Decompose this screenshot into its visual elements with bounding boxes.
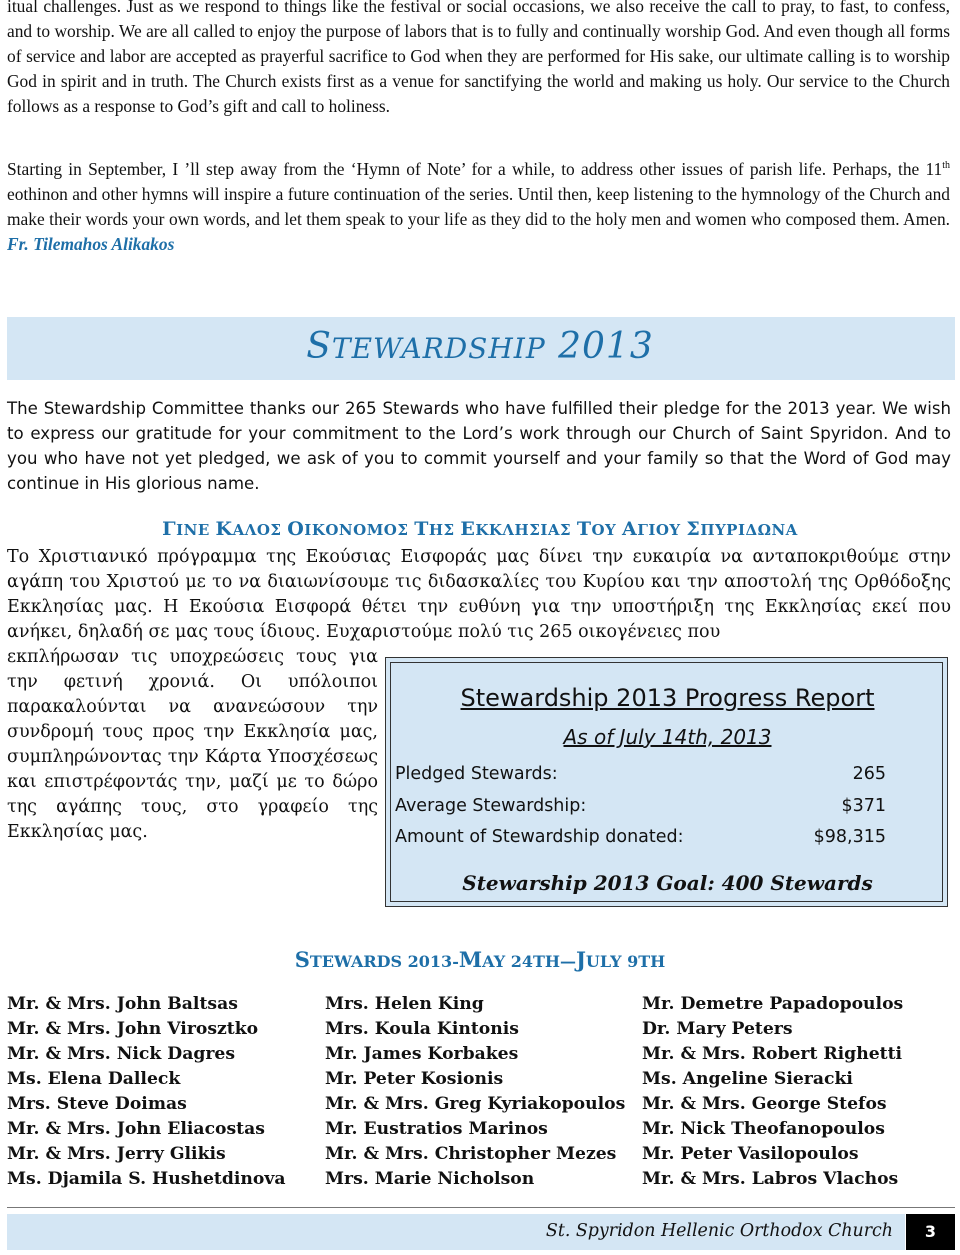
intro-text-2a: Starting in September, I ’ll step away from the ‘Hymn of Note’ for a while, to address other issues of parish life. Perhaps, the 11	[7, 159, 943, 179]
greek-heading-cap: Ο	[287, 518, 305, 540]
steward-name: Mr. & Mrs. Christopher Mezes	[325, 1144, 617, 1164]
stewardship-paragraph: The Stewardship Committee thanks our 265 Stewards who have fulfilled their pledge for the 2013 year. We wish to express our gratitude for your commitment to the Lord’s work through our Church of Saint Spyridon. And to you who have not yet pledged, we ask of you to commit yourself and your family so that the Word of God may continue in His glorious name.	[7, 399, 951, 493]
stewards-column-1	[7, 992, 285, 1192]
stewards-heading-text: AY	[482, 952, 511, 971]
greek-heading-text: ΓΙΟΥ	[637, 521, 687, 539]
footer-rule	[7, 1207, 955, 1208]
steward-name: Mr. Eustratios Marinos	[325, 1119, 548, 1139]
stewards-heading-text: —	[559, 952, 576, 971]
report-row-label: Amount of Stewardship donated:	[395, 827, 684, 847]
greek-heading-cap: Τ	[576, 518, 592, 540]
banner-title-year: 2013	[558, 326, 654, 367]
stewards-heading-text: TH	[532, 952, 560, 971]
stewards-column-3	[642, 992, 903, 1192]
progress-report-title: Stewardship 2013 Progress Report	[460, 684, 875, 712]
steward-name: Mr. & Mrs. Jerry Glikis	[7, 1144, 226, 1164]
steward-name: Mr. & Mrs. George Stefos	[642, 1094, 887, 1114]
greek-paragraph-continued: εκπλήρωσαν τις υποχρεώσεις τους για την φετινή χρονιά. Οι υπόλοιποι παρακαλούνται να ανανεώσουν την συνδρομή τους προς την Εκκλησία μας, συμπληρώνοντας την Κάρτα Υποσχέσεως και επιστρέφοντάς την, μαζί με το δώρο της αγάπης τους, στο γραφείο της Εκκλησίας μας.	[7, 647, 378, 842]
steward-name: Ms. Angeline Sieracki	[642, 1069, 853, 1089]
stewardship-banner-title	[0, 326, 960, 367]
stewards-column-2	[325, 992, 625, 1192]
greek-heading-text: ΗΣ	[428, 521, 461, 539]
stewards-heading-text: 9	[627, 952, 639, 971]
report-row-value: $98,315	[813, 827, 886, 847]
greek-heading-cap: Κ	[215, 518, 233, 540]
greek-heading-text: ΙΝΕ	[176, 521, 216, 539]
stewards-heading-cap: S	[294, 947, 310, 972]
progress-report-box	[385, 657, 948, 907]
report-row-label: Pledged Stewards:	[395, 764, 558, 784]
steward-name: Mr. & Mrs. Labros Vlachos	[642, 1169, 899, 1189]
greek-heading-text: ΟΥ	[591, 521, 622, 539]
steward-name: Mr. & Mrs. John Eliacostas	[7, 1119, 265, 1139]
greek-paragraph: Το Χριστιανικό πρόγραμμα της Εκούσιας Εισφοράς μας δίνει την ευκαιρία να ανταποκριθούμε στην αγάπη του Χριστού με το να διαιωνίσουμε τις διδασκαλίες του Κυρίου και την αποστολή της Ορθόδοξης Εκκλησίας μας. Η Εκούσια Εισφορά θέτει την ευθύνη για την υποστήριξη της Εκκλησίας εκεί που ανήκει, δηλαδή σε μας τους ίδιους. Ευχαριστούμε πολύ τις 265 οικογένειες που	[7, 547, 951, 642]
steward-name: Ms. Elena Dalleck	[7, 1069, 181, 1089]
greek-heading-cap: Α	[621, 518, 638, 540]
steward-name: Mr. & Mrs. Greg Kyriakopoulos	[325, 1094, 626, 1114]
steward-name: Mrs. Helen King	[325, 994, 484, 1014]
steward-name: Mr. & Mrs. Nick Dagres	[7, 1044, 236, 1064]
steward-name: Mr. & Mrs. Robert Righetti	[642, 1044, 903, 1064]
intro-paragraph-2	[7, 157, 950, 257]
steward-name: Mr. Nick Theofanopoulos	[642, 1119, 885, 1139]
stewards-heading-text: TH	[638, 952, 666, 971]
report-row-value: $371	[841, 796, 886, 816]
progress-report-goal: Stewarship 2013 Goal: 400 Stewards	[462, 871, 873, 895]
author-signature: Fr. Tilemahos Alikakos	[7, 234, 175, 254]
greek-heading-text: ΑΛΟΣ	[232, 521, 288, 539]
steward-name: Mr. James Korbakes	[325, 1044, 519, 1064]
steward-name: Mr. Demetre Papadopoulos	[642, 994, 904, 1014]
greek-heading-text: ΚΚΛΗΣΙΑΣ	[475, 521, 577, 539]
report-row-label: Average Stewardship:	[395, 796, 587, 816]
greek-heading-cap: Τ	[414, 518, 429, 540]
steward-name: Mrs. Marie Nicholson	[325, 1169, 535, 1189]
steward-name: Mr. Peter Vasilopoulos	[642, 1144, 859, 1164]
greek-heading-text: ΠΥΡΙΔΩΝΑ	[700, 521, 798, 539]
steward-name: Dr. Mary Peters	[642, 1019, 793, 1039]
intro-paragraph-1	[7, 0, 950, 119]
greek-heading-cap: Σ	[686, 518, 701, 540]
stewards-heading-cap: M	[458, 947, 483, 972]
footer-church-name: St. Spyridon Hellenic Orthodox Church	[545, 1221, 893, 1241]
stewards-heading-text: 24	[510, 952, 533, 971]
stewards-heading-text: ULY	[585, 952, 628, 971]
progress-report-date: As of July 14th, 2013	[563, 725, 772, 749]
steward-name: Mr. & Mrs. John Baltsas	[7, 994, 238, 1014]
stewards-heading	[0, 947, 960, 972]
greek-heading-text: ΙΚΟΝΟΜΟΣ	[304, 521, 415, 539]
stewards-heading-text: TEWARDS	[309, 952, 408, 971]
steward-name: Mr. & Mrs. John Virosztko	[7, 1019, 259, 1039]
greek-heading-cap: Ε	[460, 518, 476, 540]
report-row-value: 265	[852, 764, 886, 784]
steward-name: Mrs. Steve Doimas	[7, 1094, 187, 1114]
steward-name: Mr. Peter Kosionis	[325, 1069, 504, 1089]
banner-title-rest: TEWARDSHIP	[331, 332, 546, 365]
intro-superscript: th	[942, 160, 950, 172]
greek-heading-cap: Γ	[162, 518, 177, 540]
stewards-heading-text: 2013-	[407, 952, 459, 971]
stewards-heading-cap: J	[575, 947, 586, 972]
page-number: 3	[906, 1214, 955, 1250]
intro-text-1: itual challenges. Just as we respond to things like the festival or social occasions, we also receive the call to pray, to fast, to confess, and to worship. We are all called to enjoy the purpose of labors that is to fully and continually worship God. And even though all forms of service and labor are accepted as prayerful sacrifice to God when they are performed for His sake, our ultimate calling is to worship God in spirit and in truth. The Church exists first as a venue for sanctifying the world and making us holy. Our service to the Church follows as a response to God’s gift and call to holiness.	[7, 0, 950, 116]
intro-text-2b: eothinon and other hymns will inspire a future continuation of the series. Until then, keep listening to the hymnology of the Church and make their words your own words, and let them speak to your life as they did to the holy men and women who composed them. Amen.	[7, 184, 950, 229]
steward-name: Mrs. Koula Kintonis	[325, 1019, 519, 1039]
greek-heading	[0, 518, 960, 540]
steward-name: Ms. Djamila S. Hushetdinova	[7, 1169, 286, 1189]
banner-title-cap: S	[306, 326, 332, 367]
